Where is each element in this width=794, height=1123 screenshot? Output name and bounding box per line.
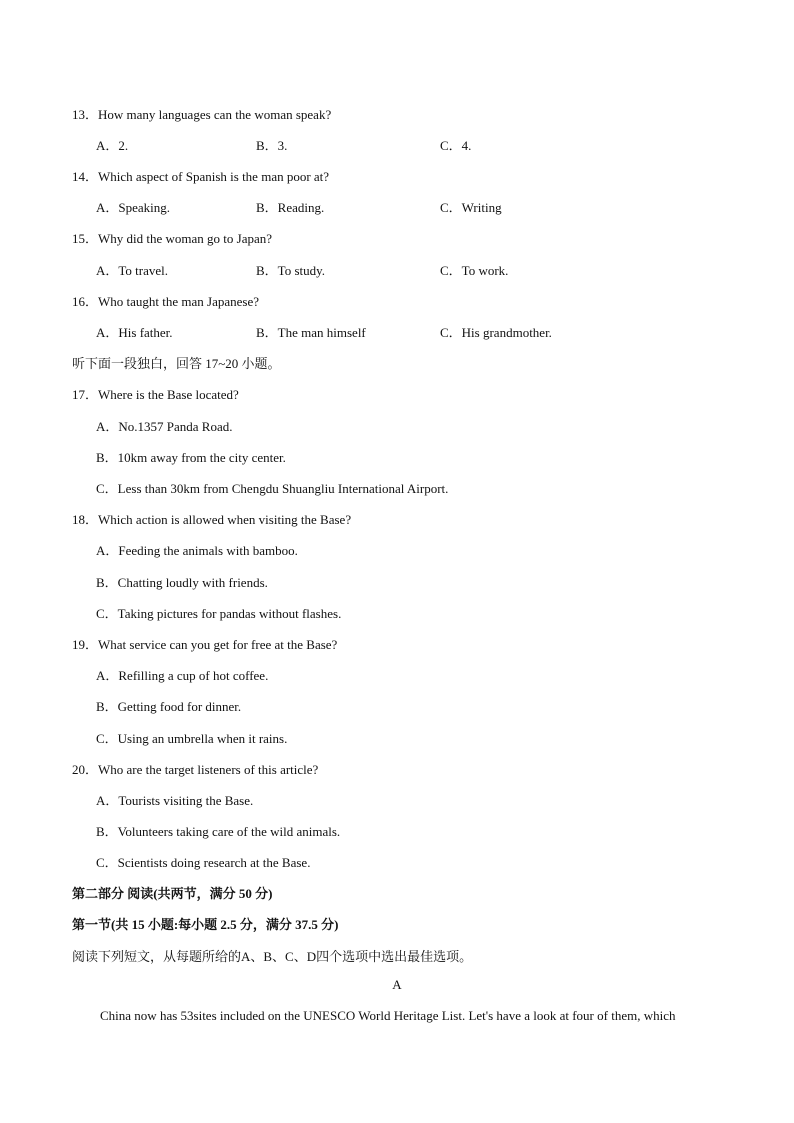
question-17: 17．Where is the Base located? [72,387,239,402]
option-19-a: A．Refilling a cup of hot coffee. [96,668,269,683]
option-15-a: A．To travel. [96,263,169,278]
question-13: 13．How many languages can the woman speak? [72,107,332,122]
option-15-b: B．To study. [256,263,326,278]
question-20: 20．Who are the target listeners of this article? [72,762,319,777]
option-16-c: C．His grandmother. [440,325,552,340]
option-20-c: C．Scientists doing research at the Base. [96,855,311,870]
passage-label: A [392,977,402,992]
option-20-b: B．Volunteers taking care of the wild animals. [96,824,341,839]
option-14-c: C．Writing [440,200,502,215]
option-18-b: B．Chatting loudly with friends. [96,575,268,590]
question-16: 16．Who taught the man Japanese? [72,294,260,309]
question-14: 14．Which aspect of Spanish is the man poor at? [72,169,330,184]
option-13-a: A．2. [96,138,129,153]
passage-first-line: China now has 53sites included on the UNESCO World Heritage List. Let's have a look at four of them, which [100,1008,676,1023]
option-17-b: B．10km away from the city center. [96,450,286,465]
monologue-instruction: 听下面一段独白，回答 17~20 小题。 [72,356,281,371]
option-17-c: C．Less than 30km from Chengdu Shuangliu International Airport. [96,481,449,496]
question-19: 19．What service can you get for free at the Base? [72,637,338,652]
option-14-b: B．Reading. [256,200,325,215]
option-13-b: B．3. [256,138,288,153]
option-19-c: C．Using an umbrella when it rains. [96,731,288,746]
option-20-a: A．Tourists visiting the Base. [96,793,254,808]
option-17-a: A．No.1357 Panda Road. [96,419,233,434]
option-19-b: B．Getting food for dinner. [96,699,242,714]
part2-title: 第二部分 阅读(共两节，满分 50 分) [72,886,273,901]
option-16-a: A．His father. [96,325,173,340]
option-13-c: C．4. [440,138,472,153]
option-15-c: C．To work. [440,263,509,278]
question-15: 15．Why did the woman go to Japan? [72,231,273,246]
question-18: 18．Which action is allowed when visiting the Base? [72,512,352,527]
option-18-c: C．Taking pictures for pandas without flashes. [96,606,342,621]
option-16-b: B．The man himself [256,325,366,340]
option-14-a: A．Speaking. [96,200,171,215]
section1-title: 第一节(共 15 小题:每小题 2.5 分，满分 37.5 分) [72,917,339,932]
option-18-a: A．Feeding the animals with bamboo. [96,543,298,558]
reading-instruction: 阅读下列短文，从每题所给的A、B、C、D四个选项中选出最佳选项。 [72,949,473,964]
